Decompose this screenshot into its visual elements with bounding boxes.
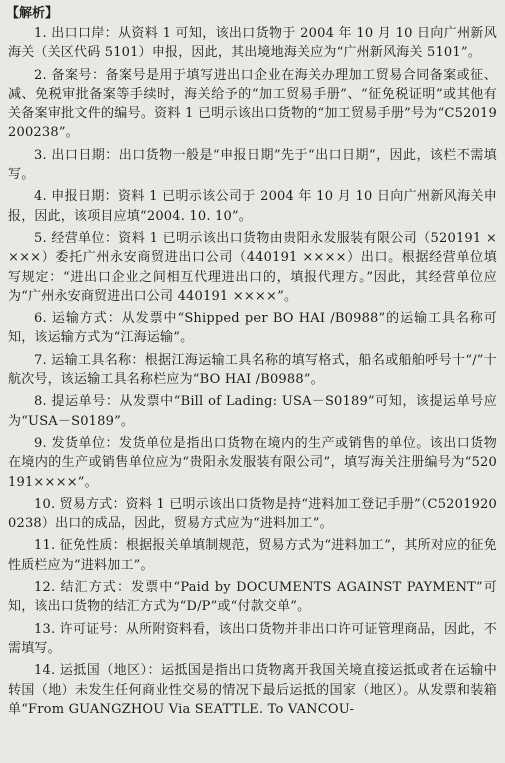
paragraph-export-port: 1. 出口口岸：从资料 1 可知，该出口货物于 2004 年 10 月 10 日向广州新风海关（关区代码 5101）申报，因此，其出境地海关应为“广州新风海关 5101”。 (8, 26, 497, 61)
paragraph-transport-mode: 6. 运输方式：从发票中“Shipped per BO HAI /B0988”的运输工具名称可知，该运输方式为“江海运输”。 (8, 311, 497, 346)
paragraph-license-number: 13. 许可证号：从所附资料看，该出口货物并非出口许可证管理商品，因此，不需填写。 (8, 621, 497, 656)
paragraph-levy-nature: 11. 征免性质：根据报关单填制规范，贸易方式为“进料加工”，其所对应的征免性质栏应为“进料加工”。 (8, 538, 497, 573)
paragraph-settlement-method: 12. 结汇方式：发票中“Paid by DOCUMENTS AGAINST PAYMENT”可知，该出口货物的结汇方式为“D/P”或“付款交单”。 (8, 580, 497, 615)
paragraph-destination-country: 14. 运抵国（地区）：运抵国是指出口货物离开我国关境直接运抵或者在运输中转国（地）未发生任何商业性交易的情况下最后运抵的国家（地区）。从发票和装箱单“From GUANGZHOU Via SEATTLE. To VANCOU- (8, 663, 497, 717)
paragraph-vessel-name: 7. 运输工具名称：根据江海运输工具名称的填写格式，船名或船舶呼号十“/”十航次号，该运输工具名称栏应为“BO HAI /B0988”。 (8, 352, 497, 388)
paragraph-shipping-unit: 9. 发货单位：发货单位是指出口货物在境内的生产或销售的单位。该出口货物在境内的生产或销售单位应为“贵阳永发服装有限公司”，填写海关注册编号为“520191××××”。 (8, 435, 497, 490)
paragraph-declaration-date: 4. 申报日期：资料 1 已明示该公司于 2004 年 10 月 10 日向广州新风海关申报，因此，该项目应填“2004. 10. 10”。 (8, 189, 497, 224)
paragraph-trade-mode: 10. 贸易方式：资料 1 已明示该出口货物是持“进料加工登记手册”（C52019200238）出口的成品，因此，贸易方式应为“进料加工”。 (8, 496, 497, 532)
paragraph-bill-of-lading: 8. 提运单号：从发票中“Bill of Lading: USA－S0189”可知，该提运单号应为“USA－S0189”。 (8, 394, 497, 429)
paragraph-record-number: 2. 备案号：备案号是用于填写进出口企业在海关办理加工贸易合同备案或征、减、免税审批备案等手续时，海关给予的“加工贸易手册”、“征免税证明”或其他有关备案审批文件的编号。资料 1 已明示该出口货物的“加工贸易手册”号为“C52019200238”。 (8, 67, 497, 141)
paragraph-export-date: 3. 出口日期：出口货物一般是“申报日期”先于“出口日期”，因此，该栏不需填写。 (8, 147, 497, 183)
paragraph-business-unit: 5. 经营单位：资料 1 已明示该出口货物由贵阳永发服装有限公司（520191 ××××）委托广州永安商贸进出口公司（440191 ××××）出口。根据经营单位填写规定：“进出口企业之间相互代理进出口的，填报代理方。”因此，其经营单位应为“广州永安商贸进出口公司 440191 ××××”。 (8, 230, 497, 304)
section-heading: 【解析】 (6, 6, 59, 21)
